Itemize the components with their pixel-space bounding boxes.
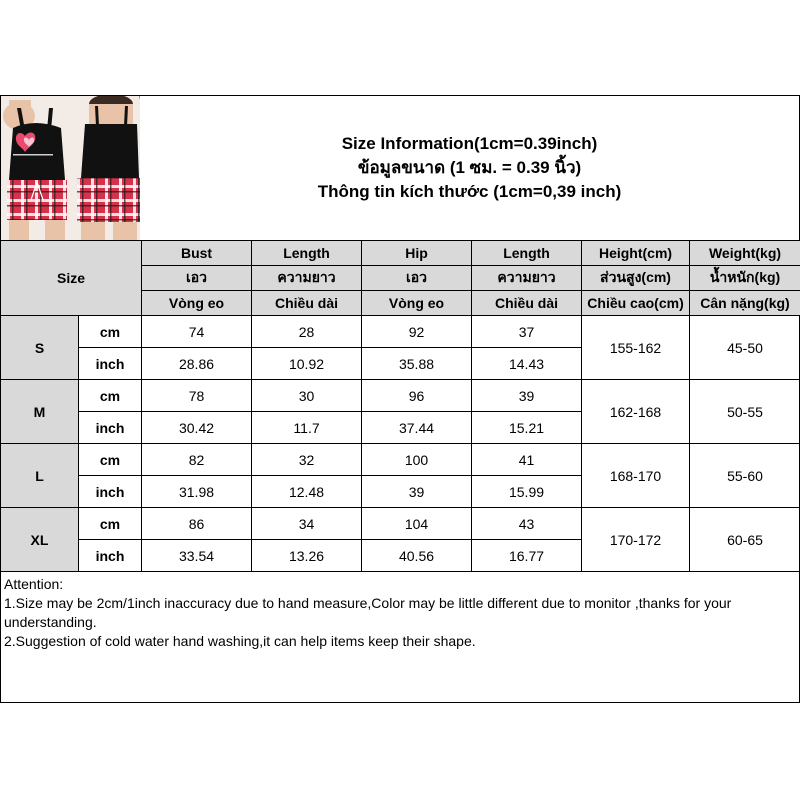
header-bust-en: Bust [142, 241, 252, 266]
unit-inch: inch [79, 476, 142, 508]
attention-heading: Attention: [4, 576, 64, 592]
header-hip-vi: Vòng eo [362, 291, 472, 316]
weight-range: 60-65 [690, 508, 800, 572]
product-photo [1, 96, 140, 240]
table-row [1, 380, 800, 412]
attention-line-1: 1.Size may be 2cm/1inch inaccuracy due to hand measure,Color may be little different due to monitor ,thanks for your understanding. [4, 595, 732, 630]
size-information-title [140, 96, 799, 240]
size-label-s: S [1, 316, 79, 380]
length-inch: 12.48 [252, 476, 362, 508]
header-hip-en: Hip [362, 241, 472, 266]
length2-inch: 14.43 [472, 348, 582, 380]
header-length2-en: Length [472, 241, 582, 266]
unit-inch: inch [79, 540, 142, 572]
hip-inch: 35.88 [362, 348, 472, 380]
unit-cm: cm [79, 316, 142, 348]
height-range: 168-170 [582, 444, 690, 508]
weight-range: 50-55 [690, 380, 800, 444]
bust-inch: 30.42 [142, 412, 252, 444]
size-label-xl: XL [1, 508, 79, 572]
weight-range: 45-50 [690, 316, 800, 380]
header-length-en: Length [252, 241, 362, 266]
header-bust-th: เอว [142, 266, 252, 291]
length-inch: 10.92 [252, 348, 362, 380]
length-cm: 28 [252, 316, 362, 348]
size-column-title: Size [1, 241, 142, 316]
table-row [1, 508, 800, 540]
length-cm: 34 [252, 508, 362, 540]
length2-cm: 37 [472, 316, 582, 348]
size-label-l: L [1, 444, 79, 508]
header-length-th: ความยาว [252, 266, 362, 291]
length2-cm: 41 [472, 444, 582, 476]
unit-inch: inch [79, 348, 142, 380]
header-weight-en: Weight(kg) [690, 241, 800, 266]
attention-notes [4, 575, 796, 651]
hip-cm: 96 [362, 380, 472, 412]
length-cm: 32 [252, 444, 362, 476]
height-range: 170-172 [582, 508, 690, 572]
header-weight-vi: Cân nặng(kg) [690, 291, 800, 316]
header-length2-vi: Chiều dài [472, 291, 582, 316]
length-cm: 30 [252, 380, 362, 412]
unit-cm: cm [79, 444, 142, 476]
bust-cm: 82 [142, 444, 252, 476]
bust-inch: 33.54 [142, 540, 252, 572]
hip-cm: 100 [362, 444, 472, 476]
title-thai: ข้อมูลขนาด (1 ซม. = 0.39 นิ้ว) [357, 158, 582, 177]
hip-cm: 104 [362, 508, 472, 540]
length-inch: 11.7 [252, 412, 362, 444]
hip-inch: 39 [362, 476, 472, 508]
height-range: 155-162 [582, 316, 690, 380]
attention-line-2: 2.Suggestion of cold water hand washing,it can help items keep their shape. [4, 633, 476, 649]
unit-cm: cm [79, 380, 142, 412]
header-length-vi: Chiều dài [252, 291, 362, 316]
unit-cm: cm [79, 508, 142, 540]
header-height-th: ส่วนสูง(cm) [582, 266, 690, 291]
title-vietnamese: Thông tin kích thước (1cm=0,39 inch) [317, 182, 622, 201]
bust-cm: 74 [142, 316, 252, 348]
size-label-m: M [1, 380, 79, 444]
table-row [1, 444, 800, 476]
bust-inch: 28.86 [142, 348, 252, 380]
length2-cm: 39 [472, 380, 582, 412]
height-range: 162-168 [582, 380, 690, 444]
table-row [1, 316, 800, 348]
header-length2-th: ความยาว [472, 266, 582, 291]
size-table [0, 240, 800, 572]
bust-inch: 31.98 [142, 476, 252, 508]
length2-inch: 15.21 [472, 412, 582, 444]
title-english: Size Information(1cm=0.39inch) [341, 134, 598, 153]
header-hip-th: เอว [362, 266, 472, 291]
length2-cm: 43 [472, 508, 582, 540]
hip-inch: 37.44 [362, 412, 472, 444]
hip-inch: 40.56 [362, 540, 472, 572]
weight-range: 55-60 [690, 444, 800, 508]
length2-inch: 15.99 [472, 476, 582, 508]
length-inch: 13.26 [252, 540, 362, 572]
header-height-en: Height(cm) [582, 241, 690, 266]
header-weight-th: น้ำหนัก(kg) [690, 266, 800, 291]
header-height-vi: Chiều cao(cm) [582, 291, 690, 316]
bust-cm: 86 [142, 508, 252, 540]
header-bust-vi: Vòng eo [142, 291, 252, 316]
hip-cm: 92 [362, 316, 472, 348]
product-photo-icon [1, 96, 140, 240]
unit-inch: inch [79, 412, 142, 444]
bust-cm: 78 [142, 380, 252, 412]
length2-inch: 16.77 [472, 540, 582, 572]
